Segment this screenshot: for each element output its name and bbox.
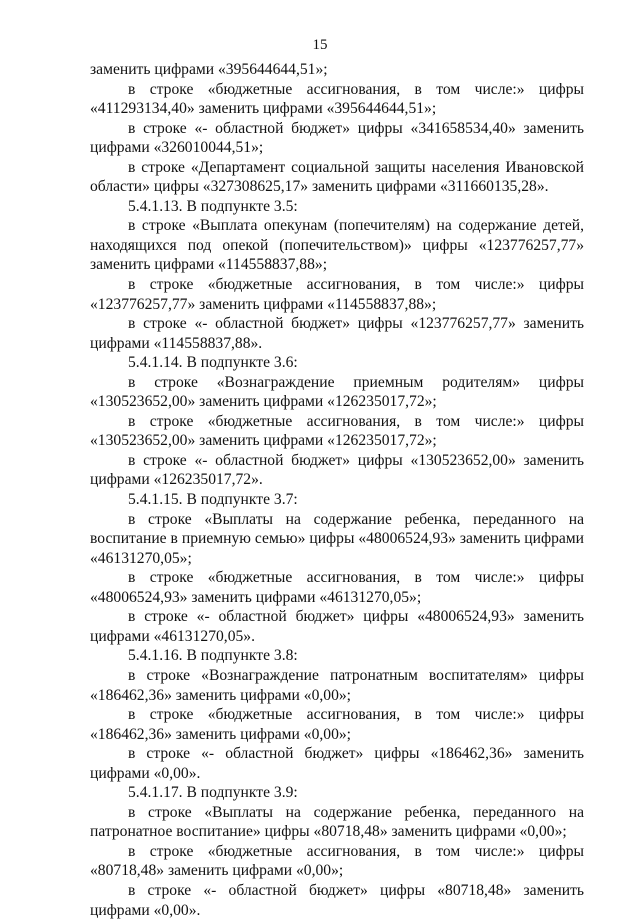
- paragraph: в строке «- областной бюджет» цифры «48006524,93» заменить цифрами «46131270,05».: [90, 608, 584, 645]
- paragraph: в строке «бюджетные ассигнования, в том числе:» цифры «411293134,40» заменить цифрами «395644644,51»;: [90, 80, 584, 118]
- paragraph: в строке «бюджетные ассигнования, в том числе:» цифры «130523652,00» заменить цифрами «126235017,72»;: [90, 412, 584, 450]
- paragraph: в строке «бюджетные ассигнования, в том числе:» цифры «186462,36» заменить цифрами «0,00»;: [90, 706, 584, 743]
- paragraph: в строке «- областной бюджет» цифры «341658534,40» заменить цифрами «326010044,51»;: [90, 119, 584, 157]
- document-body: [90, 60, 584, 920]
- section-heading: 5.4.1.14. В подпункте 3.6:: [128, 354, 298, 372]
- paragraph: в строке «бюджетные ассигнования, в том числе:» цифры «123776257,77» заменить цифрами «114558837,88»;: [90, 276, 584, 313]
- paragraph: в строке «- областной бюджет» цифры «80718,48» заменить цифрами «0,00».: [90, 881, 584, 919]
- paragraph: в строке «- областной бюджет» цифры «130523652,00» заменить цифрами «126235017,72».: [90, 451, 584, 489]
- paragraph: в строке «- областной бюджет» цифры «186462,36» заменить цифрами «0,00».: [90, 745, 584, 782]
- paragraph: в строке «Выплаты на содержание ребенка, переданного на патронатное воспитание» цифры «80718,48» заменить цифрами «0,00»;: [90, 803, 584, 841]
- section-heading: 5.4.1.17. В подпункте 3.9:: [128, 784, 298, 802]
- paragraph: в строке «Вознаграждение приемным родителям» цифры «130523652,00» заменить цифрами «126235017,72»;: [90, 373, 584, 411]
- paragraph: в строке «бюджетные ассигнования, в том числе:» цифры «80718,48» заменить цифрами «0,00»;: [90, 842, 584, 880]
- paragraph: в строке «Выплата опекунам (попечителям) на содержание детей, находящихся под опекой (попечительством)» цифры «123776257,77» заменить цифрами «114558837,88»;: [90, 217, 584, 274]
- section-heading: 5.4.1.13. В подпункте 3.5:: [128, 197, 298, 215]
- paragraph: заменить цифрами «395644644,51»;: [90, 61, 328, 78]
- paragraph: в строке «Департамент социальной защиты населения Ивановской области» цифры «327308625,17» заменить цифрами «311660135,28».: [90, 158, 584, 196]
- section-heading: 5.4.1.15. В подпункте 3.7:: [128, 491, 298, 509]
- section-heading: 5.4.1.16. В подпункте 3.8:: [128, 647, 298, 665]
- paragraph: в строке «Выплаты на содержание ребенка, переданного на воспитание в приемную семью» цифры «48006524,93» заменить цифрами «46131270,05»;: [90, 510, 584, 567]
- page-number: 15: [312, 37, 328, 53]
- paragraph: в строке «Вознаграждение патронатным воспитателям» цифры «186462,36» заменить цифрами «0,00»;: [90, 666, 584, 704]
- paragraph: в строке «- областной бюджет» цифры «123776257,77» заменить цифрами «114558837,88».: [90, 315, 584, 352]
- paragraph: в строке «бюджетные ассигнования, в том числе:» цифры «48006524,93» заменить цифрами «46131270,05»;: [90, 569, 584, 606]
